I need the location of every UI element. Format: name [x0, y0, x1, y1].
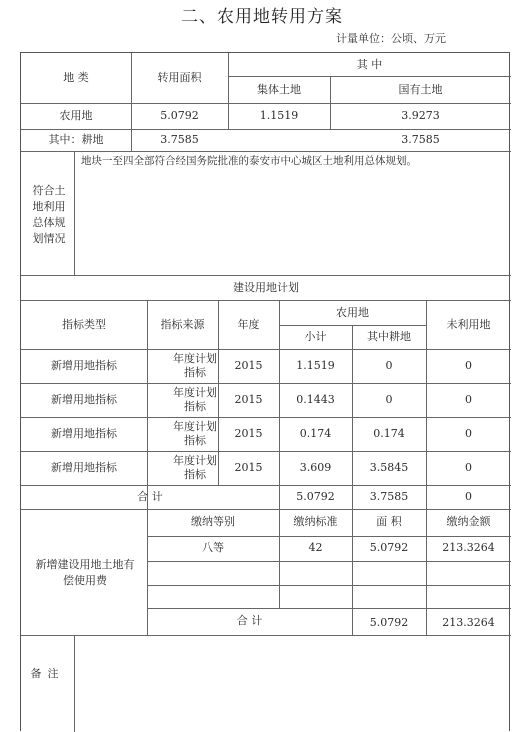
planning-label: 符合土地利用总体规划情况: [32, 184, 66, 245]
plan-row-unused: 0: [465, 393, 472, 406]
row-state: 3.9273: [401, 109, 440, 122]
header-of-which: 其 中: [356, 58, 383, 71]
plan-row-unused: 0: [465, 359, 472, 372]
header-indicator-type: 指标类型: [62, 318, 106, 331]
fee-header-standard: 缴纳标准: [293, 515, 338, 528]
plan-total-unused: 0: [465, 490, 472, 503]
remarks-label: 备注: [30, 667, 65, 680]
fee-row-grade: 八等: [202, 541, 224, 554]
header-collective-land: 集体土地: [257, 83, 301, 96]
fee-row-area: 5.0792: [369, 541, 409, 554]
fee-header-area: 面 积: [376, 515, 402, 528]
fee-label: 新增建设用地土地有偿使用费: [35, 558, 135, 587]
plan-row-type: 新增用地指标: [51, 359, 117, 372]
fee-row-amount: 213.3264: [442, 541, 495, 554]
plan-row-type: 新增用地指标: [51, 461, 117, 474]
row-area: 3.7585: [160, 133, 199, 146]
plan-row-arable: 3.5845: [369, 461, 409, 474]
plan-row-subtotal: 1.1519: [296, 359, 335, 372]
header-year: 年度: [237, 318, 260, 331]
header-subtotal: 小计: [304, 330, 327, 343]
plan-row-source: 年度计划指标: [173, 386, 217, 413]
construction-plan-title: 建设用地计划: [233, 281, 299, 294]
page-title: 二、农用地转用方案: [181, 7, 343, 27]
plan-row-subtotal: 0.174: [299, 427, 332, 440]
header-conversion-area: 转用面积: [157, 71, 202, 84]
plan-row-type: 新增用地指标: [51, 427, 117, 440]
plan-total-label: 合 计: [137, 490, 163, 503]
plan-row-type: 新增用地指标: [51, 393, 117, 406]
row-state: 3.7585: [401, 133, 440, 146]
plan-row-source: 年度计划指标: [173, 454, 217, 481]
header-state-land: 国有土地: [398, 83, 443, 96]
row-label: 其中：耕地: [48, 133, 104, 146]
fee-total-amount: 213.3264: [442, 616, 495, 629]
plan-row-subtotal: 0.1443: [296, 393, 335, 406]
plan-total-subtotal: 5.0792: [296, 490, 335, 503]
header-of-which-arable: 其中耕地: [367, 330, 411, 343]
plan-row-unused: 0: [465, 461, 472, 474]
header-land-type: 地 类: [63, 71, 89, 84]
row-collective: 1.1519: [259, 109, 299, 122]
plan-total-arable: 3.7585: [369, 490, 409, 503]
plan-row-year: 2015: [234, 359, 263, 372]
plan-row-source: 年度计划指标: [173, 352, 217, 379]
fee-total-label: 合 计: [236, 614, 263, 627]
header-indicator-source: 指标来源: [160, 318, 205, 331]
row-label: 农用地: [59, 109, 93, 122]
header-unused-land: 未利用地: [446, 318, 491, 331]
plan-row-arable: 0.174: [373, 427, 405, 440]
fee-row-standard: 42: [308, 541, 323, 554]
plan-row-source: 年度计划指标: [173, 420, 217, 447]
plan-row-year: 2015: [234, 461, 263, 474]
plan-row-arable: 0: [385, 393, 393, 406]
header-farmland: 农用地: [336, 306, 369, 319]
land-conversion-form: [20, 52, 510, 731]
fee-header-grade: 缴纳等别: [191, 515, 235, 528]
plan-row-subtotal: 3.609: [299, 461, 332, 474]
unit-note: 计量单位：公顷、万元: [336, 32, 446, 45]
fee-header-amount: 缴纳金额: [446, 515, 491, 528]
fee-total-area: 5.0792: [369, 616, 409, 629]
plan-row-unused: 0: [465, 427, 472, 440]
plan-row-year: 2015: [234, 393, 263, 406]
planning-text: 地块一至四全部符合经国务院批准的泰安市中心城区土地利用总体规划。: [81, 155, 417, 167]
plan-row-arable: 0: [385, 359, 393, 372]
row-area: 5.0792: [160, 109, 199, 122]
plan-row-year: 2015: [234, 427, 263, 440]
